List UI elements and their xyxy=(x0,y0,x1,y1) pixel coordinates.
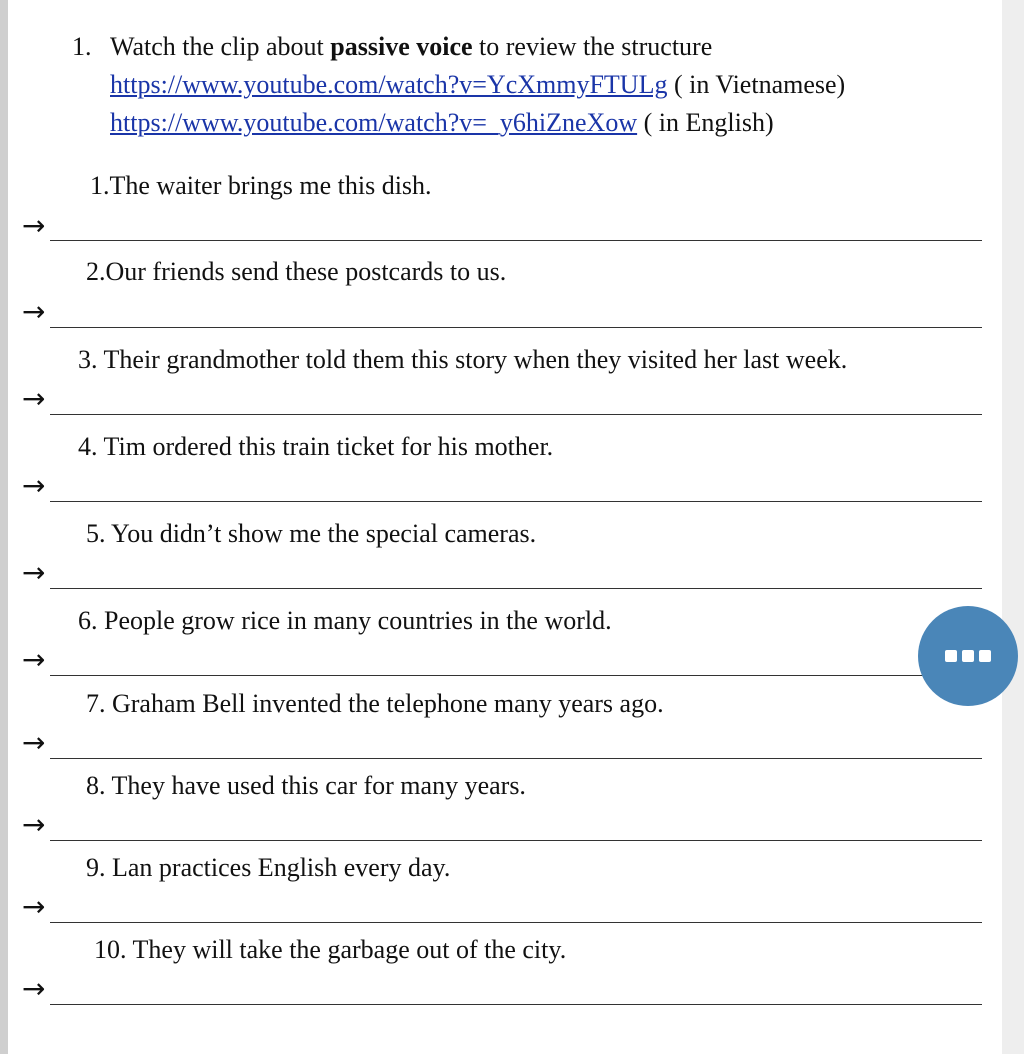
arrow-icon: → xyxy=(22,726,46,759)
more-options-button[interactable] xyxy=(918,606,1018,706)
youtube-link-vietnamese[interactable]: https://www.youtube.com/watch?v=YcXmmyFTULg xyxy=(110,70,668,99)
answer-line-3[interactable] xyxy=(50,414,982,415)
arrow-icon: → xyxy=(22,556,46,589)
exercise-question-7: 7. Graham Bell invented the telephone many years ago. xyxy=(86,689,664,718)
answer-line-6[interactable] xyxy=(50,675,982,676)
answer-line-7[interactable] xyxy=(50,758,982,759)
arrow-icon: → xyxy=(22,382,46,415)
exercise-question-8: 8. They have used this car for many years. xyxy=(86,771,526,800)
answer-line-4[interactable] xyxy=(50,501,982,502)
arrow-icon: → xyxy=(22,209,46,242)
link-note-english: ( in English) xyxy=(637,108,774,137)
arrow-icon: → xyxy=(22,972,46,1005)
answer-line-2[interactable] xyxy=(50,327,982,328)
link-line-vietnamese xyxy=(72,66,845,104)
instruction-text-before: Watch the clip about xyxy=(110,32,331,61)
instruction-text-after: to review the structure xyxy=(472,32,713,61)
link-note-vietnamese: ( in Vietnamese) xyxy=(667,70,846,99)
exercise-question-10: 10. They will take the garbage out of the city. xyxy=(94,935,567,964)
instruction-bold-term: passive voice xyxy=(330,32,473,61)
instruction-block xyxy=(72,28,845,142)
exercise-question-9: 9. Lan practices English every day. xyxy=(86,853,451,882)
exercise-question-3: 3. Their grandmother told them this story when they visited her last week. xyxy=(78,345,848,374)
answer-line-9[interactable] xyxy=(50,922,982,923)
exercise-question-2: 2.Our friends send these postcards to us. xyxy=(86,257,507,286)
arrow-icon: → xyxy=(22,295,46,328)
answer-line-1[interactable] xyxy=(50,240,982,241)
arrow-icon: → xyxy=(22,808,46,841)
instruction-number: 1. xyxy=(72,32,92,61)
exercise-question-4: 4. Tim ordered this train ticket for his mother. xyxy=(78,432,554,461)
left-edge-bar xyxy=(0,0,8,1054)
answer-line-5[interactable] xyxy=(50,588,982,589)
more-dots-icon xyxy=(979,650,991,662)
right-edge-bar xyxy=(1002,0,1024,1054)
exercise-question-6: 6. People grow rice in many countries in the world. xyxy=(78,606,612,635)
arrow-icon: → xyxy=(22,643,46,676)
youtube-link-english[interactable]: https://www.youtube.com/watch?v=_y6hiZneXow xyxy=(110,108,638,137)
instruction-line xyxy=(72,28,845,66)
link-line-english xyxy=(72,104,845,142)
exercise-question-1: 1.The waiter brings me this dish. xyxy=(90,171,432,200)
document-page xyxy=(8,0,1002,1054)
answer-line-8[interactable] xyxy=(50,840,982,841)
arrow-icon: → xyxy=(22,469,46,502)
arrow-icon: → xyxy=(22,890,46,923)
answer-line-10[interactable] xyxy=(50,1004,982,1005)
more-dots-icon xyxy=(962,650,974,662)
more-dots-icon xyxy=(945,650,957,662)
exercise-question-5: 5. You didn’t show me the special cameras. xyxy=(86,519,537,548)
